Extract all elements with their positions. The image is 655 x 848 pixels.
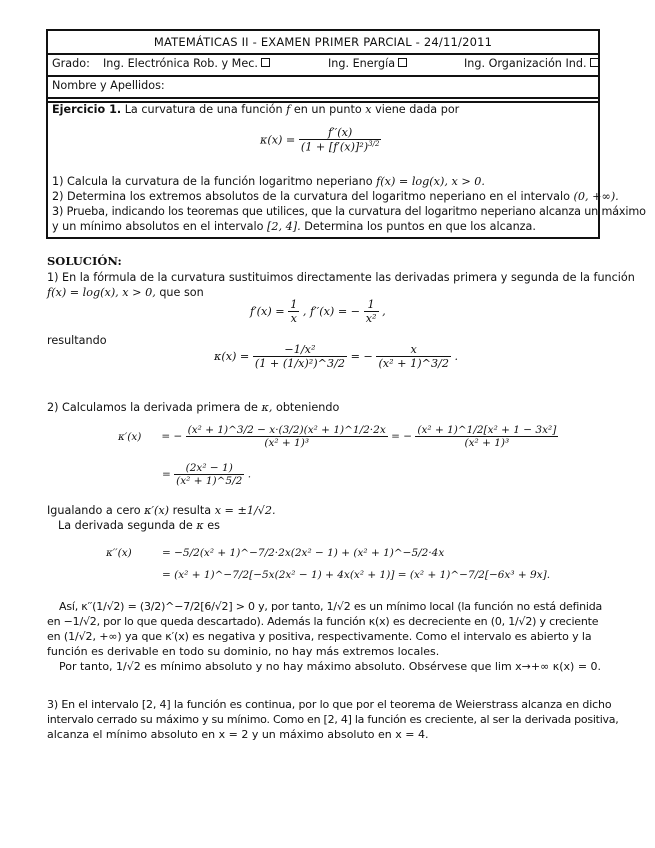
kappa-prime-line-2: = $\frac{\text{(2x² − 1)}}{\text{(x² + 1)\textasciicircum{}5/2}}$ . xyxy=(162,462,252,487)
exercise-intro: Ejercicio 1. La curvatura de una función f en un punto x viene dada por xyxy=(52,103,460,116)
curvature-formula: κ(x) = $\frac{f''(x)}{(1 + [f'(x)]^2)^{3/2}}$ xyxy=(260,126,380,154)
checkbox-organizacion[interactable] xyxy=(590,58,599,67)
question-1: 1) Calcula la curvatura de la función logaritmo neperiano f(x) = log(x), x > 0. xyxy=(52,175,485,188)
solution-heading: SOLUCIÓN: xyxy=(47,254,122,268)
nombre-label: Nombre y Apellidos: xyxy=(52,79,165,92)
solution-1-line-2: f(x) = log(x), x > 0, que son xyxy=(47,286,204,299)
question-2: 2) Determina los extremos absolutos de la curvatura del logaritmo neperiano en el intervalo (0, +∞). xyxy=(52,190,619,203)
analysis-paragraph: Así, κ′′(1/√2) = (3/2)^−7/2[6/√2] > 0 y, por tanto, 1/√2 es un mínimo local (la función no está definida en −1/√2, por lo que queda descartado). Además la función κ(x) es decreciente en (0, 1/√2) y creciente en (1/√2, +∞) ya que κ′(x) es negativa y positiva, respectivamente. Como el intervalo es abierto y la función es derivable en todo su dominio, no hay más extremos locales. Por tanto, 1/√2 es mínimo absoluto y no hay máximo absoluto. Obsérvese que lim x→+∞ κ(x) = 0. xyxy=(47,600,603,673)
nombre-row xyxy=(48,75,598,99)
zero-equation-line: Igualando a cero κ′(x) resulta x = ±1/√2. xyxy=(47,504,276,517)
solution-3-paragraph: 3) En el intervalo [2, 4] la función es continua, por lo que por el teorema de Weierstrass alcanza en dicho intervalo cerrado su máximo y su mínimo. Como en [2, 4] la función es creciente, al ser la derivada positiva, alcanza el mínimo absoluto en x = 2 y un máximo absoluto en x = 4. xyxy=(47,698,619,741)
grado-label: Grado: xyxy=(52,57,90,70)
solution-2-intro: 2) Calculamos la derivada primera de κ, obteniendo xyxy=(47,401,340,414)
question-3-line-2: y un mínimo absolutos en el intervalo [2, 4]. Determina los puntos en que los alcanza. xyxy=(52,220,536,233)
resultando-label: resultando xyxy=(47,334,107,347)
exam-title: MATEMÁTICAS II - EXAMEN PRIMER PARCIAL - 24/11/2011 xyxy=(48,31,598,55)
option-organizacion[interactable]: Ing. Organización Ind. xyxy=(464,53,599,75)
kappa-second-line-1: κ′′(x) = −5/2(x² + 1)^−7/2·2x(2x² − 1) + (x² + 1)^−5/2·4x xyxy=(106,547,445,559)
derivatives-formula: f′(x) = $\frac{1}{x}$ , f′′(x) = − $\frac{1}{\text{x²}}$ , xyxy=(250,298,386,325)
second-derivative-intro: La derivada segunda de κ es xyxy=(58,519,221,532)
option-electronica[interactable]: Ing. Electrónica Rob. y Mec. xyxy=(103,53,270,75)
kappa-prime-line-1: κ′(x) = − $\frac{\text{(x² + 1)\textasciicircum{}3/2 − x·(3/2)(x² + 1)\textasciicircum{}1/2·2x}}{\text{(x² + 1)³}}$ = − $\frac{\text{(x² + 1)\textasciicircum{}1/2[x² + 1 − 3x²]}}{\text{(x² + 1)³}}$ xyxy=(118,424,557,449)
kappa-result-formula: κ(x) = $\frac{\text{−1/x²}}{\text{(1 + (1/x)²)\textasciicircum{}3/2}}$ = − $\frac{x}{\text{(x² + 1)\textasciicircum{}3/2}}$ . xyxy=(214,343,459,370)
grado-row xyxy=(48,53,598,77)
checkbox-energia[interactable] xyxy=(398,58,407,67)
exercise-label: Ejercicio 1. xyxy=(52,103,122,116)
checkbox-electronica[interactable] xyxy=(261,58,270,67)
solution-1-line-1: 1) En la fórmula de la curvatura sustituimos directamente las derivadas primera y segunda de la función xyxy=(47,271,635,284)
exam-header-box xyxy=(46,29,646,239)
kappa-second-line-2: = (x² + 1)^−7/2[−5x(2x² − 1) + 4x(x² + 1)] = (x² + 1)^−7/2[−6x³ + 9x]. xyxy=(162,569,551,581)
option-energia[interactable]: Ing. Energía xyxy=(328,53,407,75)
question-3-line-1: 3) Prueba, indicando los teoremas que utilices, que la curvatura del logaritmo neperiano alcanza un máximo xyxy=(52,205,646,218)
